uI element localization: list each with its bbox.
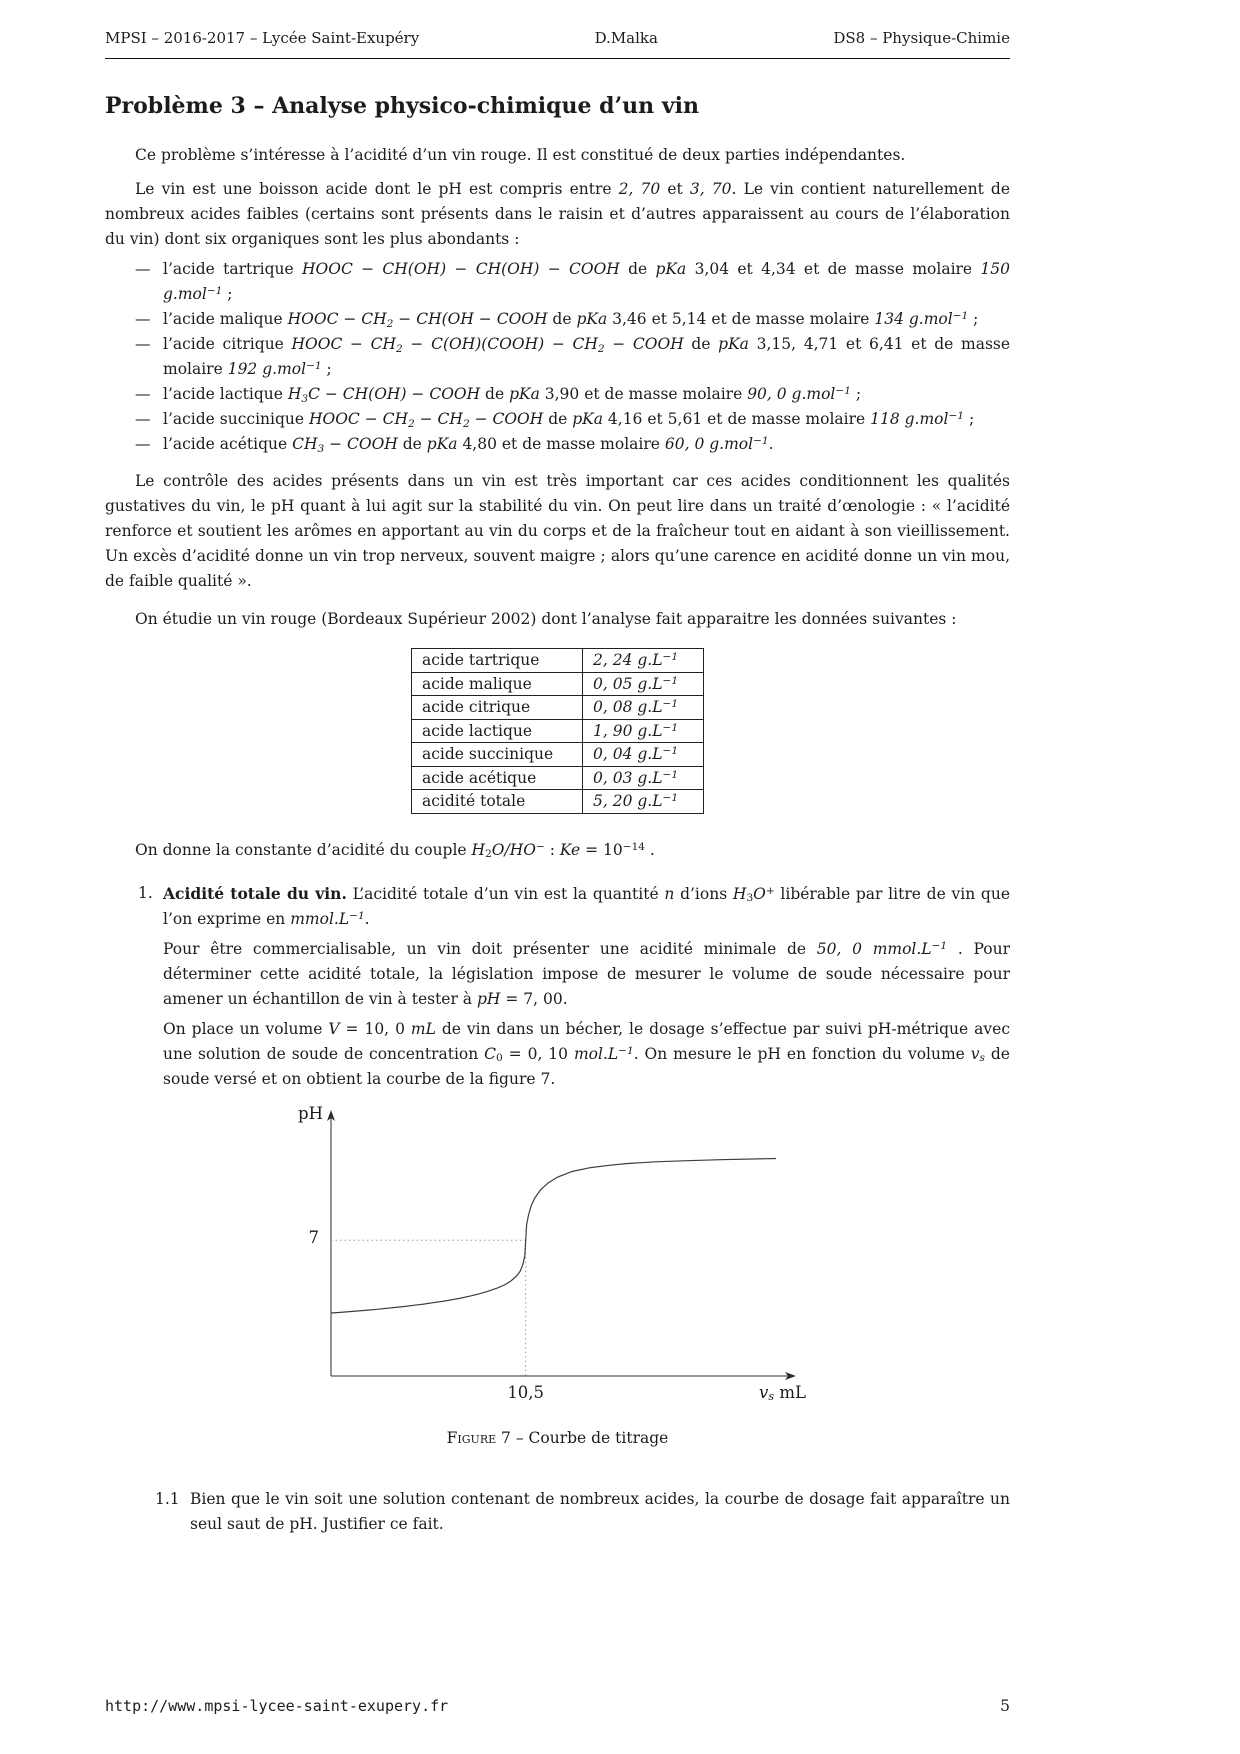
- text-segment: ;: [964, 410, 975, 428]
- equivalence-guides: [331, 1240, 526, 1376]
- text-segment: 3,90 et de masse molaire: [539, 385, 748, 403]
- question-1-number: 1.: [138, 883, 153, 902]
- text-segment: s: [768, 1390, 775, 1404]
- text-segment: −1: [662, 745, 679, 758]
- text-segment: pKa: [426, 435, 458, 453]
- text-segment: 0, 05 g.L: [593, 674, 663, 693]
- text-segment: mol.L: [573, 1044, 619, 1063]
- question-1-paragraph-1: [163, 881, 1010, 932]
- list-item-acetic: [105, 432, 1010, 457]
- text-segment: −: [535, 840, 545, 853]
- y-tick-label-7: 7: [308, 1227, 319, 1247]
- text-segment: HOOC − CH: [287, 310, 387, 328]
- text-segment: de: [543, 410, 573, 428]
- text-segment: Le vin est une boisson acide dont le pH est compris entre: [135, 180, 619, 198]
- list-dash: —: [135, 335, 151, 353]
- list-item-citric: [105, 332, 1010, 382]
- text-segment: 2: [485, 848, 492, 861]
- acid-value-cell: [583, 743, 704, 767]
- text-segment: − COOH: [604, 335, 684, 353]
- question-1-paragraph-3: [163, 1017, 1010, 1092]
- text-segment: +: [765, 884, 775, 897]
- list-item-text: [163, 435, 774, 453]
- text-segment: l’acide citrique: [163, 335, 292, 353]
- acid-value-cell: [583, 696, 704, 720]
- text-segment: HOOC − CH: [309, 410, 409, 428]
- list-dash: —: [135, 410, 151, 428]
- list-dash: —: [135, 310, 151, 328]
- text-segment: H: [287, 385, 302, 403]
- list-item-succinic: [105, 407, 1010, 432]
- text-segment: On donne la constante d’acidité du couple: [135, 840, 472, 859]
- titration-plot: [105, 1103, 1010, 1410]
- list-item-malic: [105, 307, 1010, 332]
- question-1-paragraph-2: [163, 937, 1010, 1012]
- text-segment: 118 g.mol: [870, 410, 949, 428]
- text-segment: mL: [774, 1382, 806, 1402]
- acid-name-cell: acide malique: [412, 672, 583, 696]
- text-segment: mmol.L: [290, 909, 350, 928]
- acid-value-cell: [583, 790, 704, 814]
- text-segment: 192 g.mol: [227, 360, 307, 378]
- text-segment: d’ions: [674, 884, 733, 903]
- table-row: [412, 696, 704, 720]
- text-segment: pKa: [572, 410, 603, 428]
- text-segment: v: [759, 1382, 769, 1402]
- text-segment: O: [753, 884, 766, 903]
- text-segment: 50, 0 mmol.L: [816, 939, 932, 958]
- text-segment: −1: [662, 674, 679, 687]
- titration-curve-svg: [285, 1108, 815, 1408]
- text-segment: −1: [662, 651, 679, 664]
- titration-curve: [331, 1158, 776, 1313]
- acid-value-cell: [583, 649, 704, 673]
- question-1-1-text: Bien que le vin soit une solution contenant de nombreux acides, la courbe de dosage fait apparaître un seul saut de pH. Justifier ce fait.: [190, 1489, 1010, 1533]
- text-segment: −1: [662, 721, 679, 734]
- text-segment: 4,16 et 5,61 et de masse molaire: [602, 410, 871, 428]
- text-segment: 3: [317, 442, 325, 455]
- wine-study-paragraph: On étudie un vin rouge (Bordeaux Supérieur 2002) dont l’analyse fait apparaitre les données suivantes :: [135, 610, 957, 628]
- text-segment: pKa: [576, 310, 608, 328]
- text-segment: −1: [618, 1044, 634, 1057]
- text-segment: .: [645, 840, 655, 859]
- list-item-text: [163, 335, 1010, 378]
- text-segment: − COOH: [469, 410, 544, 428]
- text-segment: 134 g.mol: [874, 310, 953, 328]
- text-segment: − CH: [414, 410, 463, 428]
- text-segment: 2: [408, 417, 415, 430]
- text-segment: −1: [952, 310, 969, 323]
- text-segment: HOOC − CH(OH) − CH(OH) − COOH: [302, 260, 620, 278]
- list-item-text: [163, 410, 974, 428]
- text-segment: H: [471, 840, 486, 859]
- list-item-lactic: [105, 382, 1010, 407]
- x-tick-label-10-5: 10,5: [507, 1382, 545, 1402]
- page-number: 5: [1000, 1697, 1010, 1715]
- text-segment: de: [683, 335, 719, 353]
- list-dash: —: [135, 435, 151, 453]
- table-row: [412, 766, 704, 790]
- acid-name-cell: acide succinique: [412, 743, 583, 767]
- text-segment: n: [664, 884, 675, 903]
- table-row: [412, 719, 704, 743]
- text-segment: 2: [386, 317, 394, 330]
- text-segment: v: [970, 1044, 980, 1063]
- text-segment: 2: [597, 342, 605, 355]
- text-segment: − COOH: [324, 435, 398, 453]
- text-segment: −1: [306, 360, 322, 373]
- text-segment: −1: [948, 410, 965, 423]
- text-segment: −14: [622, 840, 645, 853]
- header-rule: [105, 58, 1010, 59]
- text-segment: l’acide lactique: [163, 385, 288, 403]
- header-left: MPSI – 2016-2017 – Lycée Saint-Exupéry: [105, 29, 420, 47]
- list-item-text: [163, 310, 978, 328]
- text-segment: = 10: [580, 840, 623, 859]
- text-segment: 2, 70: [618, 180, 661, 198]
- wine-ph-paragraph: [105, 177, 1010, 252]
- intro-paragraph: Ce problème s’intéresse à l’acidité d’un vin rouge. Il est constitué de deux parties indépendantes.: [135, 146, 906, 164]
- table-row: [412, 743, 704, 767]
- text-segment: l’acide acétique: [163, 435, 293, 453]
- acid-value-cell: [583, 672, 704, 696]
- text-segment: − CH(OH − COOH: [393, 310, 548, 328]
- text-segment: L’acidité totale d’un vin est la quantité: [346, 884, 665, 903]
- text-segment: pKa: [718, 335, 749, 353]
- text-segment: . Le vin contient naturellement de nombreux acides faibles (certains sont présents dans le raisin et d’autres apparaissent au cours de l’élaboration du vin) dont six organiques sont les plus abondants :: [105, 180, 1010, 248]
- text-segment: 3: [746, 892, 754, 905]
- text-segment: 2, 24 g.L: [593, 651, 663, 669]
- text-segment: 150 g.mol: [163, 260, 1011, 303]
- list-item-text: [163, 260, 1010, 303]
- text-segment: s: [979, 1052, 985, 1065]
- text-segment: ;: [968, 310, 979, 328]
- text-segment: 1, 90 g.L: [593, 721, 663, 740]
- list-dash: —: [135, 385, 151, 403]
- acid-table-body: [412, 649, 704, 814]
- text-segment: et: [660, 180, 690, 198]
- acid-name-cell: acide citrique: [412, 696, 583, 720]
- text-segment: de: [397, 435, 427, 453]
- text-segment: de: [480, 385, 510, 403]
- text-segment: 4,80 et de masse molaire: [457, 435, 665, 453]
- text-segment: Acidité totale du vin.: [163, 883, 347, 903]
- header-right: DS8 – Physique-Chimie: [833, 29, 1010, 47]
- text-segment: . Pour déterminer cette acidité totale, la législation impose de mesurer le volume de soude nécessaire pour amener un échantillon de vin à tester à: [163, 939, 1010, 1008]
- list-item-tartaric: [105, 257, 1010, 307]
- text-segment: 5, 20 g.L: [593, 792, 663, 810]
- text-segment: −1: [662, 698, 679, 711]
- text-segment: .: [364, 909, 370, 928]
- acid-control-paragraph: Le contrôle des acides présents dans un vin est très important car ces acides conditionnent les qualités gustatives du vin, le pH quant à lui agit sur la stabilité du vin. On peut lire dans un traité d’œnologie : « l’acidité renforce et soutient les arômes en apportant au vin du corps et de la fraîcheur tout en aidant à son vieillissement. Un excès d’acidité donne un vin trop nerveux, souvent maigre ; alors qu’une carence en acidité donne un vin mou, de faible qualité ».: [105, 472, 1010, 590]
- y-axis-label: pH: [298, 1103, 323, 1123]
- header-center: D.Malka: [594, 29, 658, 47]
- problem-title: Problème 3 – Analyse physico-chimique d’un vin: [105, 93, 699, 119]
- acid-value-cell: [583, 766, 704, 790]
- x-axis-label: [686, 1383, 806, 1403]
- text-segment: − C(OH)(COOH) − CH: [402, 335, 598, 353]
- text-segment: 90, 0 g.mol: [747, 385, 836, 403]
- text-segment: ;: [321, 360, 332, 378]
- text-segment: mL: [410, 1019, 436, 1038]
- text-segment: ;: [222, 285, 233, 303]
- text-segment: de: [619, 260, 656, 278]
- text-segment: H: [732, 884, 747, 903]
- text-segment: 3,04 et 4,34 et de masse molaire: [686, 260, 981, 278]
- page-content: [105, 26, 1010, 1537]
- titration-figure: [105, 1103, 1010, 1451]
- text-segment: 0: [496, 1052, 503, 1065]
- text-segment: C: [484, 1044, 497, 1063]
- text-segment: l’acide tartrique: [163, 260, 303, 278]
- text-segment: C − CH(OH) − COOH: [308, 385, 481, 403]
- list-item-text: [163, 385, 861, 403]
- text-segment: 3: [301, 392, 309, 405]
- text-segment: ;: [850, 385, 862, 403]
- text-segment: V: [328, 1019, 340, 1038]
- question-1: [105, 881, 1010, 1092]
- text-segment: CH: [292, 435, 318, 453]
- text-segment: l’acide succinique: [163, 410, 309, 428]
- text-segment: −1: [206, 285, 223, 298]
- text-segment: −1: [662, 792, 679, 805]
- acid-name-cell: acide lactique: [412, 719, 583, 743]
- question-1-1: [105, 1487, 1010, 1537]
- text-segment: pKa: [509, 385, 540, 403]
- text-segment: Figure 7: [446, 1428, 511, 1447]
- acid-name-cell: acidité totale: [412, 790, 583, 814]
- table-row: [412, 649, 704, 673]
- page-header: [105, 26, 1010, 51]
- text-segment: = 10, 0: [339, 1019, 411, 1038]
- text-segment: −1: [349, 909, 365, 922]
- text-segment: −1: [753, 435, 769, 448]
- text-segment: Pour être commercialisable, un vin doit présenter une acidité minimale de: [163, 939, 817, 958]
- text-segment: −1: [835, 385, 851, 398]
- text-segment: 3, 70: [689, 180, 732, 198]
- list-dash: —: [135, 260, 151, 278]
- text-segment: – Courbe de titrage: [510, 1428, 669, 1447]
- text-segment: = 7, 00.: [500, 989, 568, 1008]
- text-segment: .: [768, 435, 774, 453]
- text-segment: 2: [462, 417, 470, 430]
- acid-value-cell: [583, 719, 704, 743]
- text-segment: 0, 04 g.L: [593, 745, 663, 763]
- text-segment: Ke: [559, 840, 581, 859]
- acid-name-cell: acide acétique: [412, 766, 583, 790]
- text-segment: pH: [476, 989, 501, 1008]
- text-segment: l’acide malique: [163, 310, 288, 328]
- footer-url[interactable]: http://www.mpsi-lycee-saint-exupery.fr: [105, 1697, 449, 1715]
- ke-constant-paragraph: [105, 838, 1010, 863]
- text-segment: 3,15, 4,71 et 6,41 et de masse molaire: [163, 335, 1011, 378]
- text-segment: 2: [396, 342, 403, 355]
- text-segment: 60, 0 g.mol: [664, 435, 754, 453]
- text-segment: 0, 03 g.L: [593, 768, 663, 787]
- acid-name-cell: acide tartrique: [412, 649, 583, 673]
- text-segment: de: [547, 310, 577, 328]
- text-segment: On place un volume: [163, 1019, 329, 1038]
- text-segment: libérable par litre de vin que l’on exprime en: [163, 884, 1010, 928]
- text-segment: O/HO: [491, 840, 536, 859]
- text-segment: 3,46 et 5,14 et de masse molaire: [607, 310, 875, 328]
- acid-list: [105, 257, 1010, 457]
- text-segment: −1: [662, 768, 679, 781]
- text-segment: :: [544, 840, 560, 859]
- text-segment: de vin dans un bécher, le dosage s’effectue par suivi pH-métrique avec une solution de soude de concentration: [163, 1019, 1010, 1063]
- question-1-1-number: 1.1: [155, 1489, 180, 1508]
- text-segment: HOOC − CH: [291, 335, 397, 353]
- figure-caption: [105, 1426, 1010, 1451]
- table-row: [412, 672, 704, 696]
- text-segment: pKa: [655, 260, 687, 278]
- text-segment: 0, 08 g.L: [593, 698, 663, 716]
- text-segment: = 0, 10: [502, 1044, 574, 1063]
- table-row: [412, 790, 704, 814]
- text-segment: −1: [931, 939, 948, 952]
- page-footer: [105, 1694, 1010, 1719]
- text-segment: de soude versé et on obtient la courbe de la figure 7.: [163, 1044, 1010, 1088]
- acid-concentration-table: [411, 648, 704, 814]
- text-segment: . On mesure le pH en fonction du volume: [633, 1044, 971, 1063]
